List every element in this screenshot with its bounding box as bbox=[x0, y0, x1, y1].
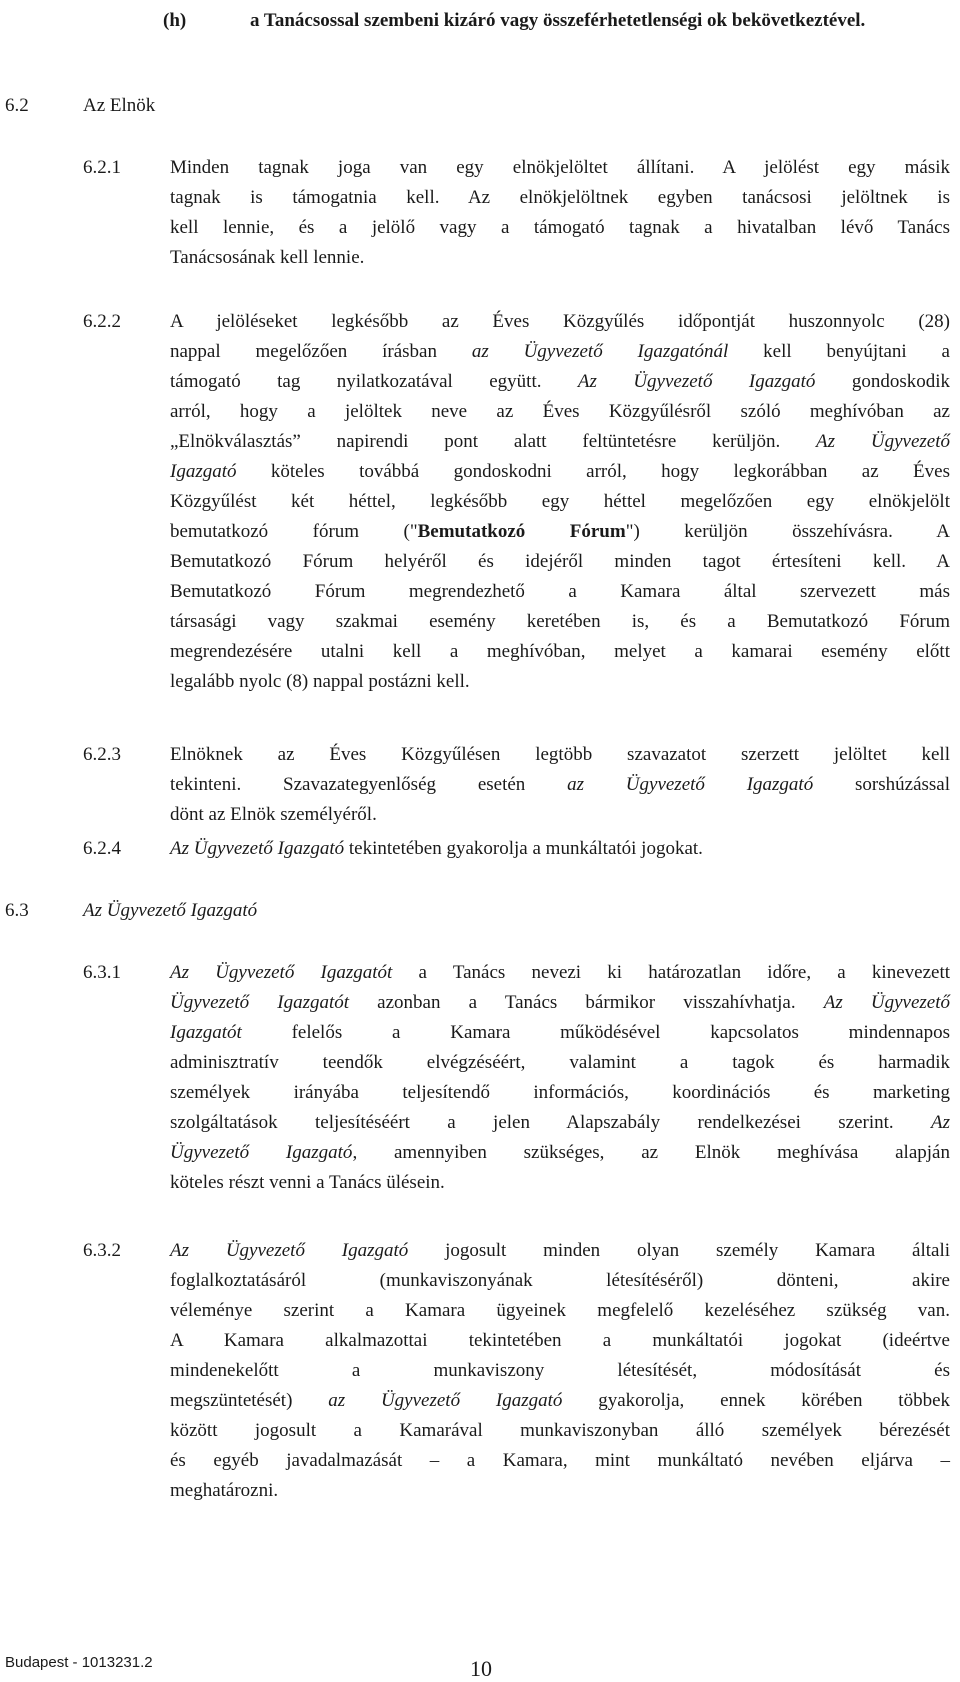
para-6-2-1-line: Minden tagnak joga van egy elnökjelöltet állítani. A jelölést egy másik bbox=[170, 157, 950, 178]
para-6-3-1-line: Igazgatót felelős a Kamara működésével kapcsolatos mindennapos bbox=[170, 1022, 950, 1043]
para-6-2-1-line: kell lennie, és a jelölő vagy a támogató tagnak a hivatalban lévő Tanács bbox=[170, 217, 950, 238]
para-6-2-3-line: Elnöknek az Éves Közgyűlésen legtöbb szavazatot szerzett jelöltet kell bbox=[170, 744, 950, 765]
section-6-2-number: 6.2 bbox=[5, 95, 29, 116]
para-6-2-1-line: Tanácsosának kell lennie. bbox=[170, 247, 365, 268]
para-6-2-2 bbox=[170, 307, 950, 697]
para-6-2-3 bbox=[170, 740, 950, 830]
para-6-2-2-line: Bemutatkozó Fórum helyéről és idejéről minden tagot értesíteni kell. A bbox=[170, 551, 950, 572]
para-6-3-2-line: véleménye szerint a Kamara ügyeinek megfelelő kezeléséhez szükség van. bbox=[170, 1300, 950, 1321]
para-6-2-2-line: Közgyűlést két héttel, legkésőbb egy héttel megelőzően egy elnökjelölt bbox=[170, 491, 950, 512]
para-6-2-2-line: megrendezésére utalni kell a meghívóban, melyet a kamarai esemény előtt bbox=[170, 641, 950, 662]
para-6-3-1-line: Ügyvezető Igazgató, amennyiben szükséges, az Elnök meghívása alapján bbox=[170, 1142, 950, 1163]
para-6-3-2-line: mindenekelőtt a munkaviszony létesítését, módosítását és bbox=[170, 1360, 950, 1381]
section-6-2-title: Az Elnök bbox=[83, 95, 156, 116]
para-6-2-1-line: tagnak is támogatnia kell. Az elnökjelöltnek egyben tanácsosi jelöltnek is bbox=[170, 187, 950, 208]
para-6-2-4: Az Ügyvezető Igazgató tekintetében gyakorolja a munkáltatói jogokat. bbox=[170, 838, 703, 859]
para-6-2-2-line: bemutatkozó fórum ("Bemutatkozó Fórum") kerüljön összehívásra. A bbox=[170, 521, 950, 542]
para-6-2-2-line: arról, hogy a jelöltek neve az Éves Közgyűlésről szóló meghívóban az bbox=[170, 401, 950, 422]
item-h-text: a Tanácsossal szembeni kizáró vagy összeférhetetlenségi ok bekövetkeztével. bbox=[250, 10, 866, 31]
section-6-3-title: Az Ügyvezető Igazgató bbox=[83, 900, 258, 921]
para-6-3-1-line: Ügyvezető Igazgatót azonban a Tanács bármikor visszahívhatja. Az Ügyvezető bbox=[170, 992, 950, 1013]
para-6-3-2-line: foglalkoztatásáról (munkaviszonyának létesítéséről) dönteni, akire bbox=[170, 1270, 950, 1291]
para-6-3-2-line: meghatározni. bbox=[170, 1480, 279, 1501]
footer-doc-ref: Budapest - 1013231.2 bbox=[5, 1654, 153, 1671]
para-6-2-2-line: Bemutatkozó Fórum megrendezhető a Kamara által szervezett más bbox=[170, 581, 950, 602]
item-h-label: (h) bbox=[163, 10, 187, 31]
section-6-3-number: 6.3 bbox=[5, 900, 29, 921]
para-6-2-3-line: tekinteni. Szavazategyenlőség esetén az Ügyvezető Igazgató sorshúzással bbox=[170, 774, 950, 795]
para-6-3-1-line: személyek irányába teljesítendő információs, koordinációs és marketing bbox=[170, 1082, 950, 1103]
para-6-2-4-number: 6.2.4 bbox=[83, 838, 121, 859]
para-6-3-2-line: A Kamara alkalmazottai tekintetében a munkáltatói jogokat (ideértve bbox=[170, 1330, 950, 1351]
para-6-3-2-line: között jogosult a Kamarával munkaviszonyban álló személyek bérezését bbox=[170, 1420, 950, 1441]
para-6-2-3-number: 6.2.3 bbox=[83, 744, 121, 765]
para-6-2-2-line: társasági vagy szakmai esemény keretében is, és a Bemutatkozó Fórum bbox=[170, 611, 950, 632]
para-6-3-1-number: 6.3.1 bbox=[83, 962, 121, 983]
para-6-3-2-line: és egyéb javadalmazását – a Kamara, mint munkáltató nevében eljárva – bbox=[170, 1450, 950, 1471]
para-6-2-2-line: „Elnökválasztás” napirendi pont alatt feltüntetésre kerüljön. Az Ügyvezető bbox=[170, 431, 950, 452]
para-6-3-1 bbox=[170, 958, 950, 1198]
footer-page-number: 10 bbox=[470, 1656, 492, 1681]
para-6-3-2-line: megszüntetését) az Ügyvezető Igazgató gyakorolja, ennek körében többek bbox=[170, 1390, 950, 1411]
para-6-3-1-line: szolgáltatások teljesítéséért a jelen Alapszabály rendelkezései szerint. Az bbox=[170, 1112, 950, 1133]
para-6-2-1-number: 6.2.1 bbox=[83, 157, 121, 178]
para-6-2-2-line: Igazgató köteles továbbá gondoskodni arról, hogy legkorábban az Éves bbox=[170, 461, 950, 482]
para-6-3-1-line: Az Ügyvezető Igazgatót a Tanács nevezi ki határozatlan időre, a kinevezett bbox=[170, 962, 951, 983]
para-6-2-2-number: 6.2.2 bbox=[83, 311, 121, 332]
para-6-3-2-number: 6.3.2 bbox=[83, 1240, 121, 1261]
para-6-3-2-line: Az Ügyvezető Igazgató jogosult minden olyan személy Kamara általi bbox=[170, 1240, 950, 1261]
para-6-2-3-line: dönt az Elnök személyéről. bbox=[170, 804, 377, 825]
para-6-3-1-line: adminisztratív teendők elvégzéséért, valamint a tagok és harmadik bbox=[170, 1052, 950, 1073]
para-6-2-2-line: nappal megelőzően írásban az Ügyvezető Igazgatónál kell benyújtani a bbox=[170, 341, 950, 362]
para-6-2-1 bbox=[170, 153, 950, 273]
para-6-3-2 bbox=[170, 1236, 950, 1506]
para-6-2-2-line: legalább nyolc (8) nappal postázni kell. bbox=[170, 671, 470, 692]
para-6-3-1-line: köteles részt venni a Tanács ülésein. bbox=[170, 1172, 445, 1193]
para-6-2-2-line: A jelöléseket legkésőbb az Éves Közgyűlés időpontját huszonnyolc (28) bbox=[170, 311, 950, 332]
para-6-2-2-line: támogató tag nyilatkozatával együtt. Az Ügyvezető Igazgató gondoskodik bbox=[170, 371, 950, 392]
